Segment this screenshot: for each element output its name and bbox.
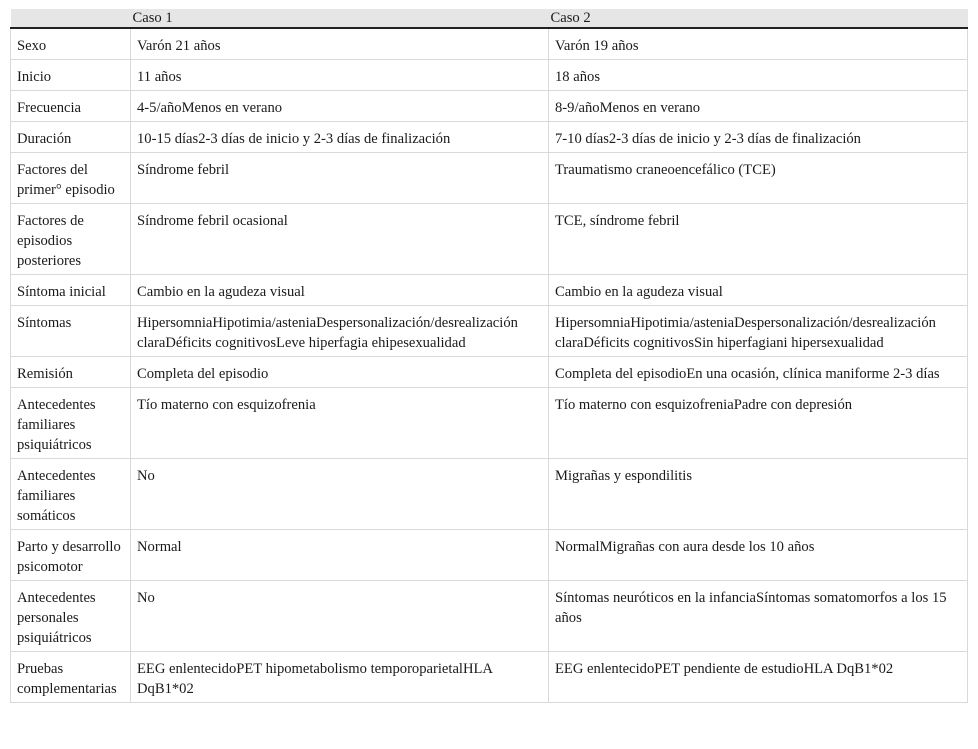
caso2-cell: Migrañas y espondilitis <box>549 459 968 530</box>
caso2-cell: Cambio en la agudeza visual <box>549 275 968 306</box>
table-row <box>11 275 968 306</box>
caso1-cell: Completa del episodio <box>131 357 549 388</box>
table-row <box>11 652 968 703</box>
table-row <box>11 357 968 388</box>
table-row <box>11 60 968 91</box>
caso2-cell: Tío materno con esquizofreniaPadre con depresión <box>549 388 968 459</box>
caso2-cell: Varón 19 años <box>549 28 968 60</box>
caso1-cell: EEG enlentecidoPET hipometabolismo temporoparietalHLA DqB1*02 <box>131 652 549 703</box>
caso2-cell: 18 años <box>549 60 968 91</box>
table-row <box>11 306 968 357</box>
table-row <box>11 153 968 204</box>
caso1-cell: Normal <box>131 530 549 581</box>
caso2-cell: Síntomas neuróticos en la infanciaSíntomas somatomorfos a los 15 años <box>549 581 968 652</box>
table-row <box>11 91 968 122</box>
row-label: Frecuencia <box>11 91 131 122</box>
table-row <box>11 530 968 581</box>
caso1-cell: No <box>131 581 549 652</box>
row-label: Factores del primer° episodio <box>11 153 131 204</box>
table-row <box>11 204 968 275</box>
row-label: Sexo <box>11 28 131 60</box>
header-empty <box>11 9 131 28</box>
table-row <box>11 28 968 60</box>
header-caso-1: Caso 1 <box>131 9 549 28</box>
row-label: Parto y desarrollo psicomotor <box>11 530 131 581</box>
caso2-cell: EEG enlentecidoPET pendiente de estudioHLA DqB1*02 <box>549 652 968 703</box>
caso2-cell: NormalMigrañas con aura desde los 10 años <box>549 530 968 581</box>
row-label: Síntoma inicial <box>11 275 131 306</box>
table-row <box>11 581 968 652</box>
table-body <box>11 28 968 703</box>
row-label: Factores de episodios posteriores <box>11 204 131 275</box>
table-row <box>11 459 968 530</box>
caso1-cell: 4-5/añoMenos en verano <box>131 91 549 122</box>
caso1-cell: Tío materno con esquizofrenia <box>131 388 549 459</box>
row-label: Duración <box>11 122 131 153</box>
caso2-cell: Traumatismo craneoencefálico (TCE) <box>549 153 968 204</box>
caso2-cell: 8-9/añoMenos en verano <box>549 91 968 122</box>
caso1-cell: No <box>131 459 549 530</box>
row-label: Antecedentes familiares psiquiátricos <box>11 388 131 459</box>
row-label: Remisión <box>11 357 131 388</box>
caso2-cell: Completa del episodioEn una ocasión, clínica maniforme 2-3 días <box>549 357 968 388</box>
row-label: Síntomas <box>11 306 131 357</box>
caso2-cell: TCE, síndrome febril <box>549 204 968 275</box>
caso1-cell: 11 años <box>131 60 549 91</box>
header-caso-2: Caso 2 <box>549 9 968 28</box>
row-label: Antecedentes personales psiquiátricos <box>11 581 131 652</box>
caso1-cell: 10-15 días2-3 días de inicio y 2-3 días de finalización <box>131 122 549 153</box>
row-label: Inicio <box>11 60 131 91</box>
caso1-cell: Síndrome febril ocasional <box>131 204 549 275</box>
caso1-cell: Síndrome febril <box>131 153 549 204</box>
table-row <box>11 388 968 459</box>
caso1-cell: HipersomniaHipotimia/asteniaDespersonalización/desrealización claraDéficits cognitivosLeve hiperfagia ehipesexualidad <box>131 306 549 357</box>
caso2-cell: HipersomniaHipotimia/asteniaDespersonalización/desrealización claraDéficits cognitivosSin hiperfagiani hipersexualidad <box>549 306 968 357</box>
caso1-cell: Varón 21 años <box>131 28 549 60</box>
table-row <box>11 122 968 153</box>
header-row <box>11 9 968 28</box>
table-header <box>11 9 968 28</box>
row-label: Pruebas complementarias <box>11 652 131 703</box>
row-label: Antecedentes familiares somáticos <box>11 459 131 530</box>
caso2-cell: 7-10 días2-3 días de inicio y 2-3 días de finalización <box>549 122 968 153</box>
caso1-cell: Cambio en la agudeza visual <box>131 275 549 306</box>
comparison-table <box>10 9 968 703</box>
